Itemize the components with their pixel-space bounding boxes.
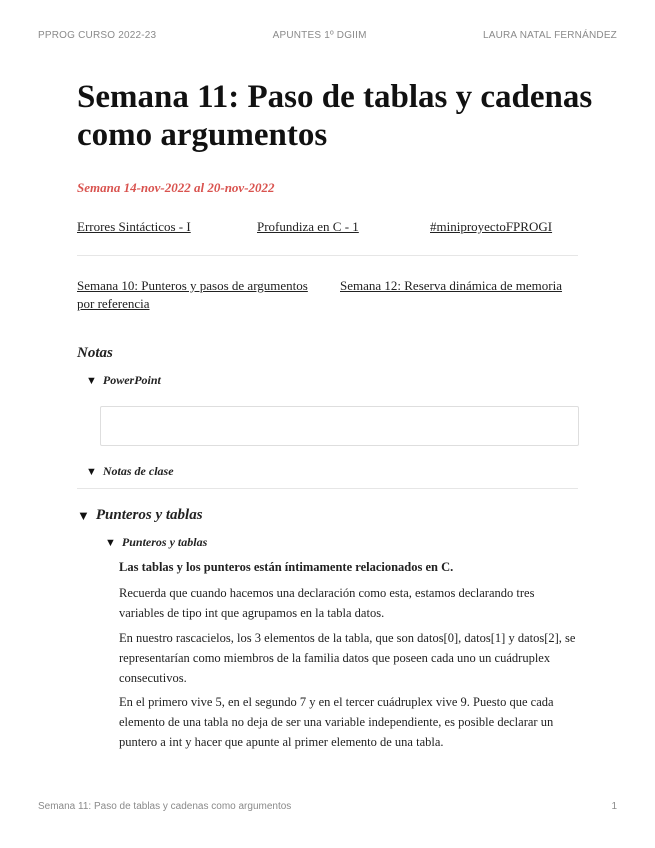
header-author: LAURA NATAL FERNÁNDEZ bbox=[482, 30, 617, 41]
notes-heading: Notas bbox=[77, 345, 113, 361]
link-next-week[interactable]: Semana 12: Reserva dinámica de memoria bbox=[340, 278, 563, 293]
toggle-punteros-tablas[interactable] bbox=[77, 507, 203, 524]
paragraph-puntero: En el primero vive 5, en el segundo 7 y en el tercer cuádruplex vive 9. Puesto que cada elemento de una tabla no deja de ser una variable independiente, es posible declarar un puntero a int y hacer que apunte al primer elemento de una tabla. bbox=[119, 695, 554, 749]
toggle-open-icon: ▼ bbox=[105, 536, 116, 549]
toggle-open-icon: ▼ bbox=[86, 374, 97, 387]
toggle-punteros-tablas-sub[interactable] bbox=[105, 535, 207, 550]
footer-title: Semana 11: Paso de tablas y cadenas como argumentos bbox=[38, 801, 292, 812]
link-previous-week[interactable]: Semana 10: Punteros y pasos de argumentos por referencia bbox=[77, 278, 308, 311]
week-date-range: Semana 14-nov-2022 al 20-nov-2022 bbox=[77, 180, 275, 195]
paragraph-intro: Las tablas y los punteros están íntimamente relacionados en C. bbox=[119, 560, 454, 574]
tag-link-errores[interactable]: Errores Sintácticos - I bbox=[77, 219, 191, 234]
page-title: Semana 11: Paso de tablas y cadenas como argumentos bbox=[77, 79, 593, 153]
divider bbox=[77, 255, 578, 256]
powerpoint-embed[interactable] bbox=[100, 406, 579, 446]
toggle-open-icon: ▼ bbox=[77, 507, 90, 523]
header-course: PPROG CURSO 2022-23 bbox=[38, 30, 157, 41]
tag-link-miniproyecto[interactable]: #miniproyectoFPROGI bbox=[430, 219, 553, 234]
running-footer bbox=[38, 801, 617, 812]
toggle-powerpoint[interactable] bbox=[86, 373, 161, 388]
paragraph-rascacielos: En nuestro rascacielos, los 3 elementos de la tabla, que son datos[0], datos[1] y datos[2], se representarían como miembros de la familia datos que poseen cada uno un cuádruplex consecutivos. bbox=[119, 631, 576, 685]
paragraph-declaration: Recuerda que cuando hacemos una declaración como esta, estamos declarando tres variables de tipo int que agrupamos en la tabla datos. bbox=[119, 586, 535, 620]
section-heading: Punteros y tablas bbox=[95, 507, 203, 523]
toggle-powerpoint-label: PowerPoint bbox=[102, 373, 161, 387]
page-number: 1 bbox=[611, 801, 617, 812]
running-header bbox=[38, 30, 617, 41]
toggle-class-notes-label: Notas de clase bbox=[102, 464, 174, 478]
subsection-heading: Punteros y tablas bbox=[121, 535, 208, 549]
tag-link-profundiza[interactable]: Profundiza en C - 1 bbox=[257, 219, 359, 234]
divider bbox=[77, 488, 578, 489]
toggle-open-icon: ▼ bbox=[86, 465, 97, 478]
toggle-class-notes[interactable] bbox=[86, 464, 174, 479]
header-notes: APUNTES 1º DGIIM bbox=[272, 30, 367, 41]
